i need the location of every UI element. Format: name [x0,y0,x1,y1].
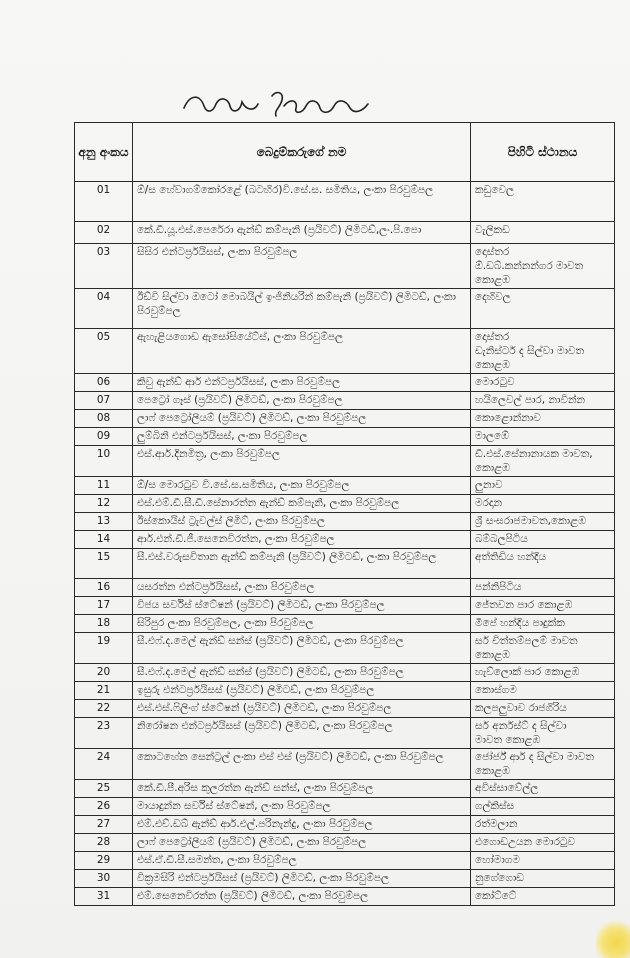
row-location: කෝට්ටේ [471,888,615,906]
row-location: මාලඹේ [471,428,615,446]
row-distributor-name: එස්.එස්.ෆිලිංග් ස්ටේෂන් (ප්‍රයිවට්) ලිමිටඩ්, ලංකා පිරවුම්පල [133,700,471,718]
row-location: නුගේගොඩ [471,870,615,888]
row-distributor-name: කොටහේන සෙන්ට්‍රල් ලංකා එස් එස් (ප්‍රයිවට්) ලිමිටඩ්, ලංකා පිරවුම්පල [133,749,471,780]
table-row [75,749,615,780]
header-location: පිහිටි ස්ථානය [471,123,615,182]
row-serial-number: 08 [75,410,133,428]
table-row [75,682,615,700]
row-location: දොස්තර ඕ.ඩබ්.කන්නන්ගර මාවත කොළඹ [471,244,615,289]
distributor-table [74,122,615,906]
row-location: මොරටුව [471,374,615,392]
row-distributor-name: ඊඩ්වි සිල්වා ඔටෝ මොබයිල් ඉංජිනියරින් කම්පැනි (ප්‍රයිවට්) ලිමිටඩ්, ලංකා පිරවුම්පල [133,289,471,329]
table-row [75,446,615,477]
row-location: හයිලෙවල් පාර, නාවින්න [471,392,615,410]
row-distributor-name: නිරෝෂන එන්ටර්ප්‍රයිසස් (ප්‍රයිවට්) ලිමිටඩ්, ලංකා පිරවුම්පල [133,718,471,749]
table-row [75,329,615,374]
row-serial-number: 24 [75,749,133,780]
row-serial-number: 16 [75,579,133,597]
table-row [75,477,615,495]
row-distributor-name: ඉසුරු එන්ටර්ප්‍රයිසස් (ප්‍රයිවට්) ලිමිටඩ්, ලංකා පිරවුම්පල [133,682,471,700]
row-location: දොස්තර ඩැනිස්ටර් ද සිල්වා මාවත කොළඹ [471,329,615,374]
row-serial-number: 23 [75,718,133,749]
row-location: ගල්කිස්ස [471,798,615,816]
row-serial-number: 10 [75,446,133,477]
row-distributor-name: ලුම්බිනි එන්ටර්ප්‍රයිසස්, ලංකා පිරවුම්පල [133,428,471,446]
row-serial-number: 12 [75,495,133,513]
table-row [75,531,615,549]
row-serial-number: 13 [75,513,133,531]
row-location: මීපේ හන්දිය පාදුක්ක [471,615,615,633]
row-distributor-name: ඊස්කොයිස් ට්‍රැවල්ස් ලිමිට්, ලංකා පිරවුම්පල [133,513,471,531]
row-location: කලපලුවාව රාජගිරිය [471,700,615,718]
row-location: හැව්ලොක් පාර කොළඹ [471,664,615,682]
row-serial-number: 19 [75,633,133,664]
table-row [75,888,615,906]
table-row [75,798,615,816]
row-distributor-name: යසරත්න එන්ටර්ප්‍රයිසස්, ලංකා පිරවුම්පල [133,579,471,597]
row-serial-number: 28 [75,834,133,852]
row-location: ජේතවන පාර කොළඹ [471,597,615,615]
row-location: ශ්‍රී සංඝරාජමාවත,කොළඹ [471,513,615,531]
table-row [75,816,615,834]
table-header-row [75,123,615,182]
row-location: දෙහිවල [471,289,615,329]
table-row [75,870,615,888]
header-serial-number: අනු අංකය [75,123,133,182]
row-distributor-name: එස්.ආර්.දිනමිත්‍ර, ලංකා පිරවුම්පල [133,446,471,477]
table-row [75,222,615,244]
row-distributor-name: ඕ/ස මොරටුව වි.සේ.ස.සමිතිය, ලංකා පිරවුම්පල [133,477,471,495]
table-row [75,718,615,749]
row-location: ඩී.එස්.සේනානායක මාවත, කොළඹ [471,446,615,477]
row-distributor-name: කේ.ඩී.යූ.එස්.පෙරේරා ඇන්ඩ් කම්පැනි (ප්‍රයිවට්) ලිමිටඩ්,ලං.පි.පො [133,222,471,244]
row-distributor-name: එස්.එම්.ඩී.සී.ඩී.සේනාරත්න ඇන්ඩ් කම්පැනි, ලංකා පිරවුම්පල [133,495,471,513]
table-row [75,410,615,428]
table-row [75,244,615,289]
row-serial-number: 09 [75,428,133,446]
row-distributor-name: එම්.සෙනෙවිරත්න (ප්‍රයිවට්) ලිමිටඩ්, ලංකා පිරවුම්පල [133,888,471,906]
row-distributor-name: කේ.ඩී.පී.අරිස කුලරත්න ඇන්ඩ් සන්ස්, ලංකා පිරවුම්පල [133,780,471,798]
row-distributor-name: මායාදුන්න සර්විස් ස්ටේෂන්, ලංකා පිරවුම්පල [133,798,471,816]
row-serial-number: 01 [75,182,133,222]
row-location: හෝමාගම [471,852,615,870]
table-row [75,834,615,852]
row-serial-number: 30 [75,870,133,888]
row-distributor-name: ලාෆ් පෙට්‍රෝලියම් (ප්‍රයිවට්) ලිමිටඩ්, ලංකා පිරවුම්පල [133,410,471,428]
table-row [75,513,615,531]
row-serial-number: 22 [75,700,133,718]
table-row [75,852,615,870]
row-distributor-name: කිවු ඇන්ඩ් ආර් එන්ටර්ප්‍රයිසස්, ලංකා පිරවුම්පල [133,374,471,392]
row-location: කඩුවෙල [471,182,615,222]
row-serial-number: 20 [75,664,133,682]
row-distributor-name: සී.එෆ්.ද.මෙල් ඇන්ඩ් සන්ස් (ප්‍රයිවට්) ලිමිටඩ්, ලංකා පිරවුම්පල [133,664,471,682]
row-distributor-name: සිරිපුර ලංකා පිරවුම්පල, ලංකා පිරවුම්පල [133,615,471,633]
row-distributor-name: සිසිර එන්ටර්ප්‍රයිසස්, ලංකා පිරවුම්පල [133,244,471,289]
table-row [75,495,615,513]
row-location: අවිස්සාවේල්ල [471,780,615,798]
table-row [75,549,615,579]
table-row [75,579,615,597]
row-location: එගොඩඋයන මොරටුව [471,834,615,852]
row-distributor-name: ලාෆ් පෙට්‍රෝලියම් (ප්‍රයිවට්) ලිමිටඩ්, ලංකා පිරවුම්පල [133,834,471,852]
row-location: මරදාන [471,495,615,513]
row-serial-number: 15 [75,549,133,579]
table-row [75,374,615,392]
table-row [75,700,615,718]
row-distributor-name: ඇහැළියගොඩ ඇසෝසියේට්ස්, ලංකා පිරවුම්පල [133,329,471,374]
row-serial-number: 05 [75,329,133,374]
row-serial-number: 25 [75,780,133,798]
row-location: ලුනාව [471,477,615,495]
row-location: රත්මලාන [471,816,615,834]
table-row [75,182,615,222]
row-location: පන්නිපිටිය [471,579,615,597]
row-serial-number: 04 [75,289,133,329]
row-serial-number: 14 [75,531,133,549]
row-serial-number: 06 [75,374,133,392]
row-serial-number: 18 [75,615,133,633]
table-row [75,664,615,682]
paper-stain [596,920,630,958]
row-serial-number: 03 [75,244,133,289]
table-row [75,289,615,329]
table-row [75,615,615,633]
row-serial-number: 31 [75,888,133,906]
row-distributor-name: ඕ/ස හේවාගම්කෝරළේ (බටහිර)වි.සේ.ස. සමිතිය, ලංකා පිරවුම්පල [133,182,471,222]
row-location: අත්තිඩිය හන්දිය [471,549,615,579]
row-distributor-name: සී.එෆ්.ද.මෙල් ඇන්ඩ් සන්ස් (ප්‍රයිවට්) ලිමිටඩ්, ලංකා පිරවුම්පල [133,633,471,664]
handwritten-heading-text: කොළඹ මුරිතකිතය [180,86,189,87]
row-serial-number: 07 [75,392,133,410]
table-row [75,597,615,615]
row-location: බම්බලපිටිය [471,531,615,549]
handwritten-heading [180,86,380,120]
row-distributor-name: වික්‍රමසිරි එන්ටර්ප්‍රයිසස් (ප්‍රයිවට්) ලිමිටඩ්, ලංකා පිරවුම්පල [133,870,471,888]
row-distributor-name: සී.එස්.වරුසවිතාන ඇන්ඩ් කම්පැනි (ප්‍රයිවට්) ලිමිටඩ්, ලංකා පිරවුම්පල [133,549,471,579]
row-serial-number: 26 [75,798,133,816]
table-row [75,780,615,798]
row-serial-number: 27 [75,816,133,834]
table-row [75,428,615,446]
row-serial-number: 17 [75,597,133,615]
row-distributor-name: එම්.එච්.ඩබ් ඇන්ඩ් ආර්.එල්.පරිනැන්දු, ලංකා පිරවුම්පල [133,816,471,834]
row-distributor-name: විජය සර්විස් ස්ටේෂන් (ප්‍රයිවට්) ලිමිටඩ්, ලංකා පිරවුම්පල [133,597,471,615]
header-distributor-name: බෙදුම්කරුගේ නම [133,123,471,182]
row-serial-number: 21 [75,682,133,700]
row-location: කොස්ගම [471,682,615,700]
row-location: ජෝර්ජ් ආර් ද සිල්වා මාවත කොළඹ [471,749,615,780]
table-row [75,392,615,410]
row-distributor-name: පෙට්‍රෝ ගෑස් (ප්‍රයිවට්) ලිමිටඩ්, ලංකා පිරවුම්පල [133,392,471,410]
row-location: සර් අර්නස්ට් ද සිල්වා මාවත කොළඹ [471,718,615,749]
row-location: සර් චිත්තම්පලම් මාවත කොළඹ [471,633,615,664]
row-serial-number: 11 [75,477,133,495]
row-location: වැලිකඩ [471,222,615,244]
row-serial-number: 29 [75,852,133,870]
table-row [75,633,615,664]
row-location: කොළොන්නාව [471,410,615,428]
row-distributor-name: ආර්.එන්.ඩී.ජී.සෙනෙවිරත්න, ලංකා පිරවුම්පල [133,531,471,549]
row-distributor-name: එස්.ඒ.ඩී.සී.සමන්ත, ලංකා පිරවුම්පල [133,852,471,870]
row-serial-number: 02 [75,222,133,244]
